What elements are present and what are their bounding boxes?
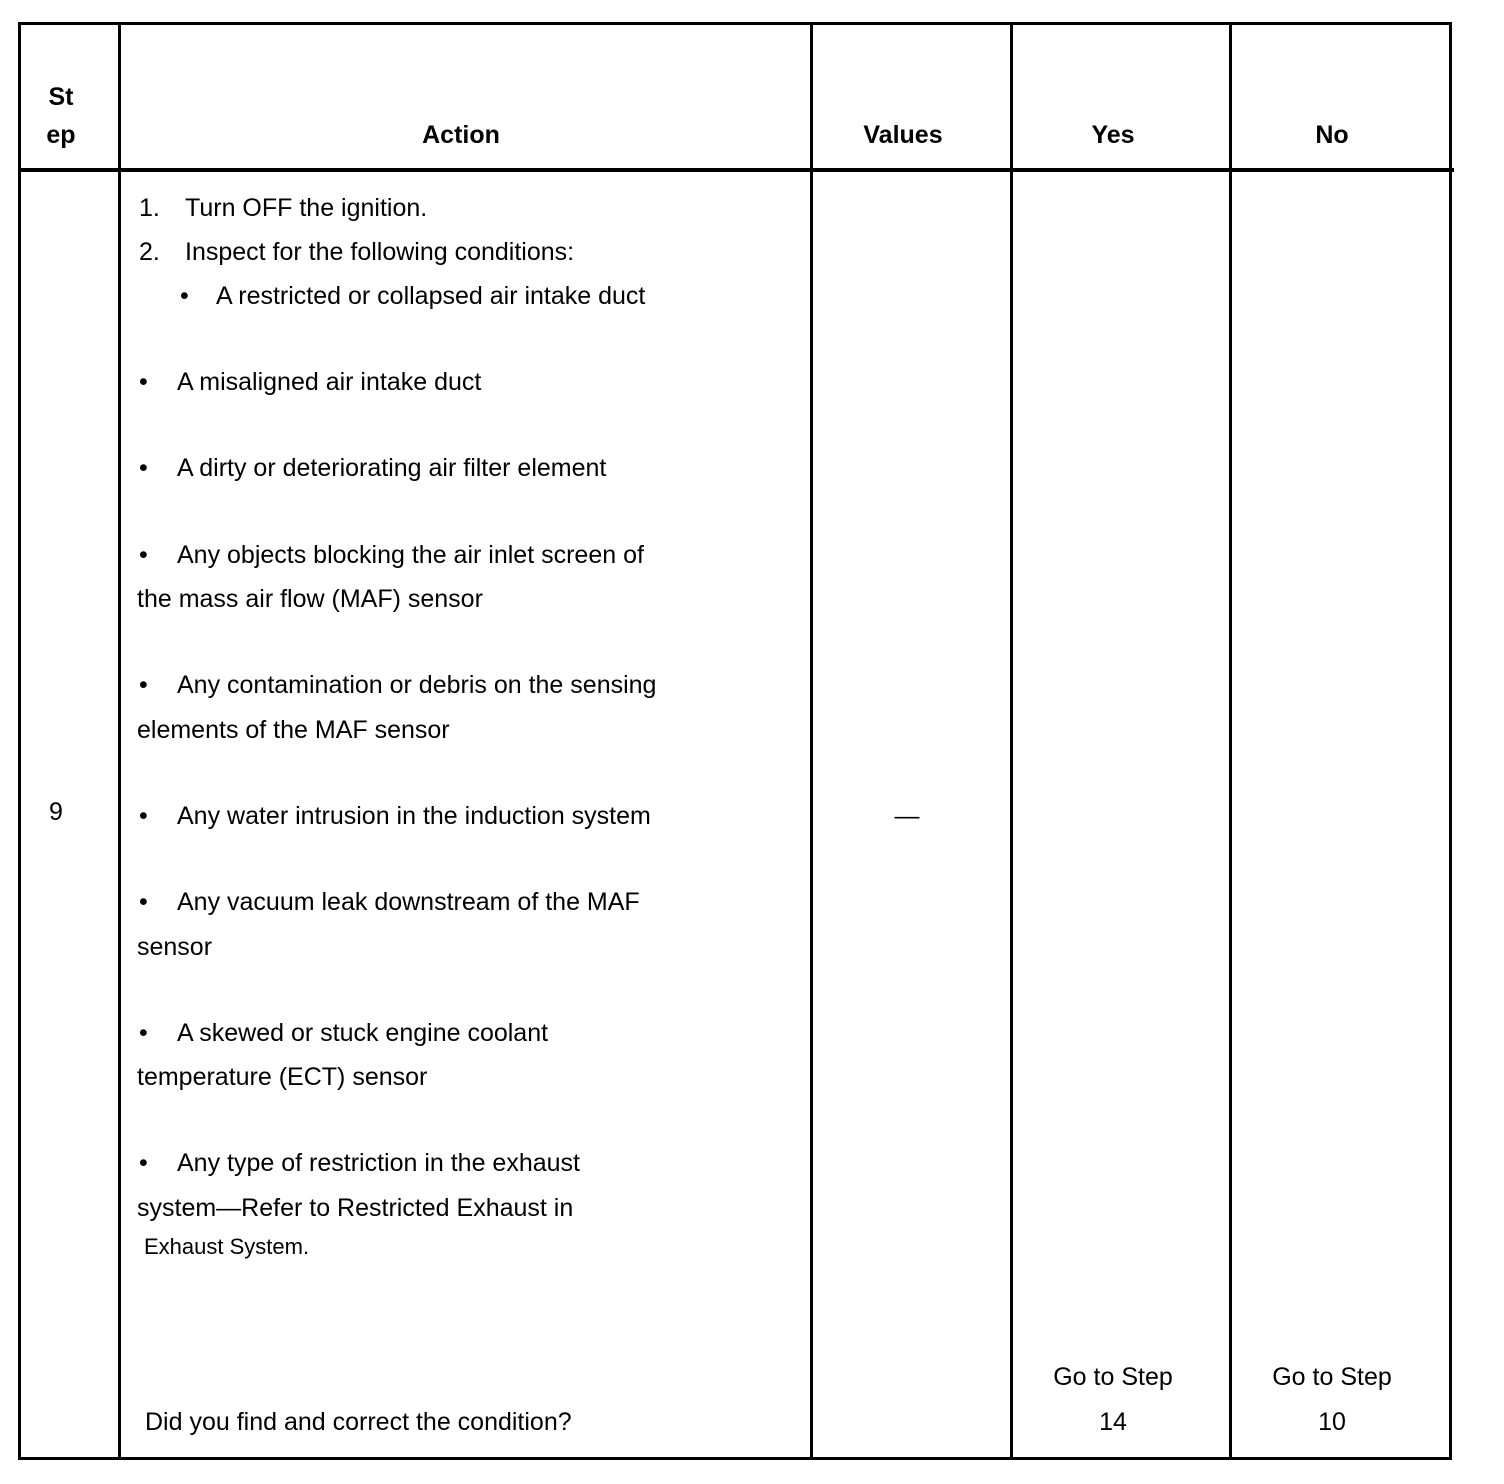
border-left xyxy=(18,22,21,1460)
header-step-line2: ep xyxy=(46,121,76,149)
divider-action-values xyxy=(810,22,813,1460)
action-step-2-num: 2. xyxy=(139,238,160,266)
table-top-border xyxy=(18,22,1452,25)
bullet-3-line1: Any objects blocking the air inlet screen of xyxy=(177,541,644,569)
sub-bullet-text: A restricted or collapsed air intake duct xyxy=(216,282,646,310)
values-cell: — xyxy=(894,802,920,830)
step-number: 9 xyxy=(49,798,63,826)
bullet-3-line2: the mass air flow (MAF) sensor xyxy=(137,585,483,613)
bullet-7-line1: A skewed or stuck engine coolant xyxy=(177,1019,549,1047)
action-step-1-num: 1. xyxy=(139,194,160,222)
header-values: Values xyxy=(863,121,943,149)
no-goto-line2: 10 xyxy=(1318,1408,1346,1436)
yes-goto-line2: 14 xyxy=(1099,1408,1127,1436)
no-goto-line1: Go to Step xyxy=(1272,1363,1392,1391)
divider-values-yes xyxy=(1010,22,1013,1460)
divider-step-action xyxy=(118,22,121,1460)
bullet-4-line2: elements of the MAF sensor xyxy=(137,716,450,744)
header-action: Action xyxy=(422,121,500,149)
action-step-1-text: Turn OFF the ignition. xyxy=(185,194,428,222)
question-text: Did you find and correct the condition? xyxy=(145,1408,572,1436)
diagnostic-table xyxy=(18,22,1452,1460)
bullet-dot: • xyxy=(139,1019,148,1047)
bullet-dot: • xyxy=(139,671,148,699)
header-yes: Yes xyxy=(1091,121,1135,149)
bullet-7-line2: temperature (ECT) sensor xyxy=(137,1063,428,1091)
bullet-5-line1: Any water intrusion in the induction system xyxy=(177,802,651,830)
yes-goto-line1: Go to Step xyxy=(1053,1363,1173,1391)
bullet-dot: • xyxy=(139,802,148,830)
header-step-line1: St xyxy=(48,83,74,111)
bullet-4-line1: Any contamination or debris on the sensing xyxy=(177,671,657,699)
bullet-dot: • xyxy=(139,368,148,396)
action-step-2-text: Inspect for the following conditions: xyxy=(185,238,575,266)
header-step xyxy=(21,78,101,154)
table-bottom-border xyxy=(18,1457,1452,1460)
bullet-6-line1: Any vacuum leak downstream of the MAF xyxy=(177,888,640,916)
bullet-dot: • xyxy=(139,454,148,482)
bullet-dot: • xyxy=(139,888,148,916)
bullet-6-line2: sensor xyxy=(137,933,213,961)
sub-bullet-dot: • xyxy=(180,282,189,310)
header-bottom-border xyxy=(18,168,1454,172)
bullet-1-line1: A misaligned air intake duct xyxy=(177,368,482,396)
header-no: No xyxy=(1315,121,1349,149)
bullet-dot: • xyxy=(139,1149,148,1177)
bullet-8-line3: Exhaust System. xyxy=(144,1234,310,1259)
divider-yes-no xyxy=(1229,22,1232,1460)
bullet-8-line1: Any type of restriction in the exhaust xyxy=(177,1149,580,1177)
bullet-2-line1: A dirty or deteriorating air filter element xyxy=(177,454,607,482)
bullet-dot: • xyxy=(139,541,148,569)
border-right xyxy=(1449,22,1452,1460)
bullet-8-line2: system—Refer to Restricted Exhaust in xyxy=(137,1194,574,1222)
